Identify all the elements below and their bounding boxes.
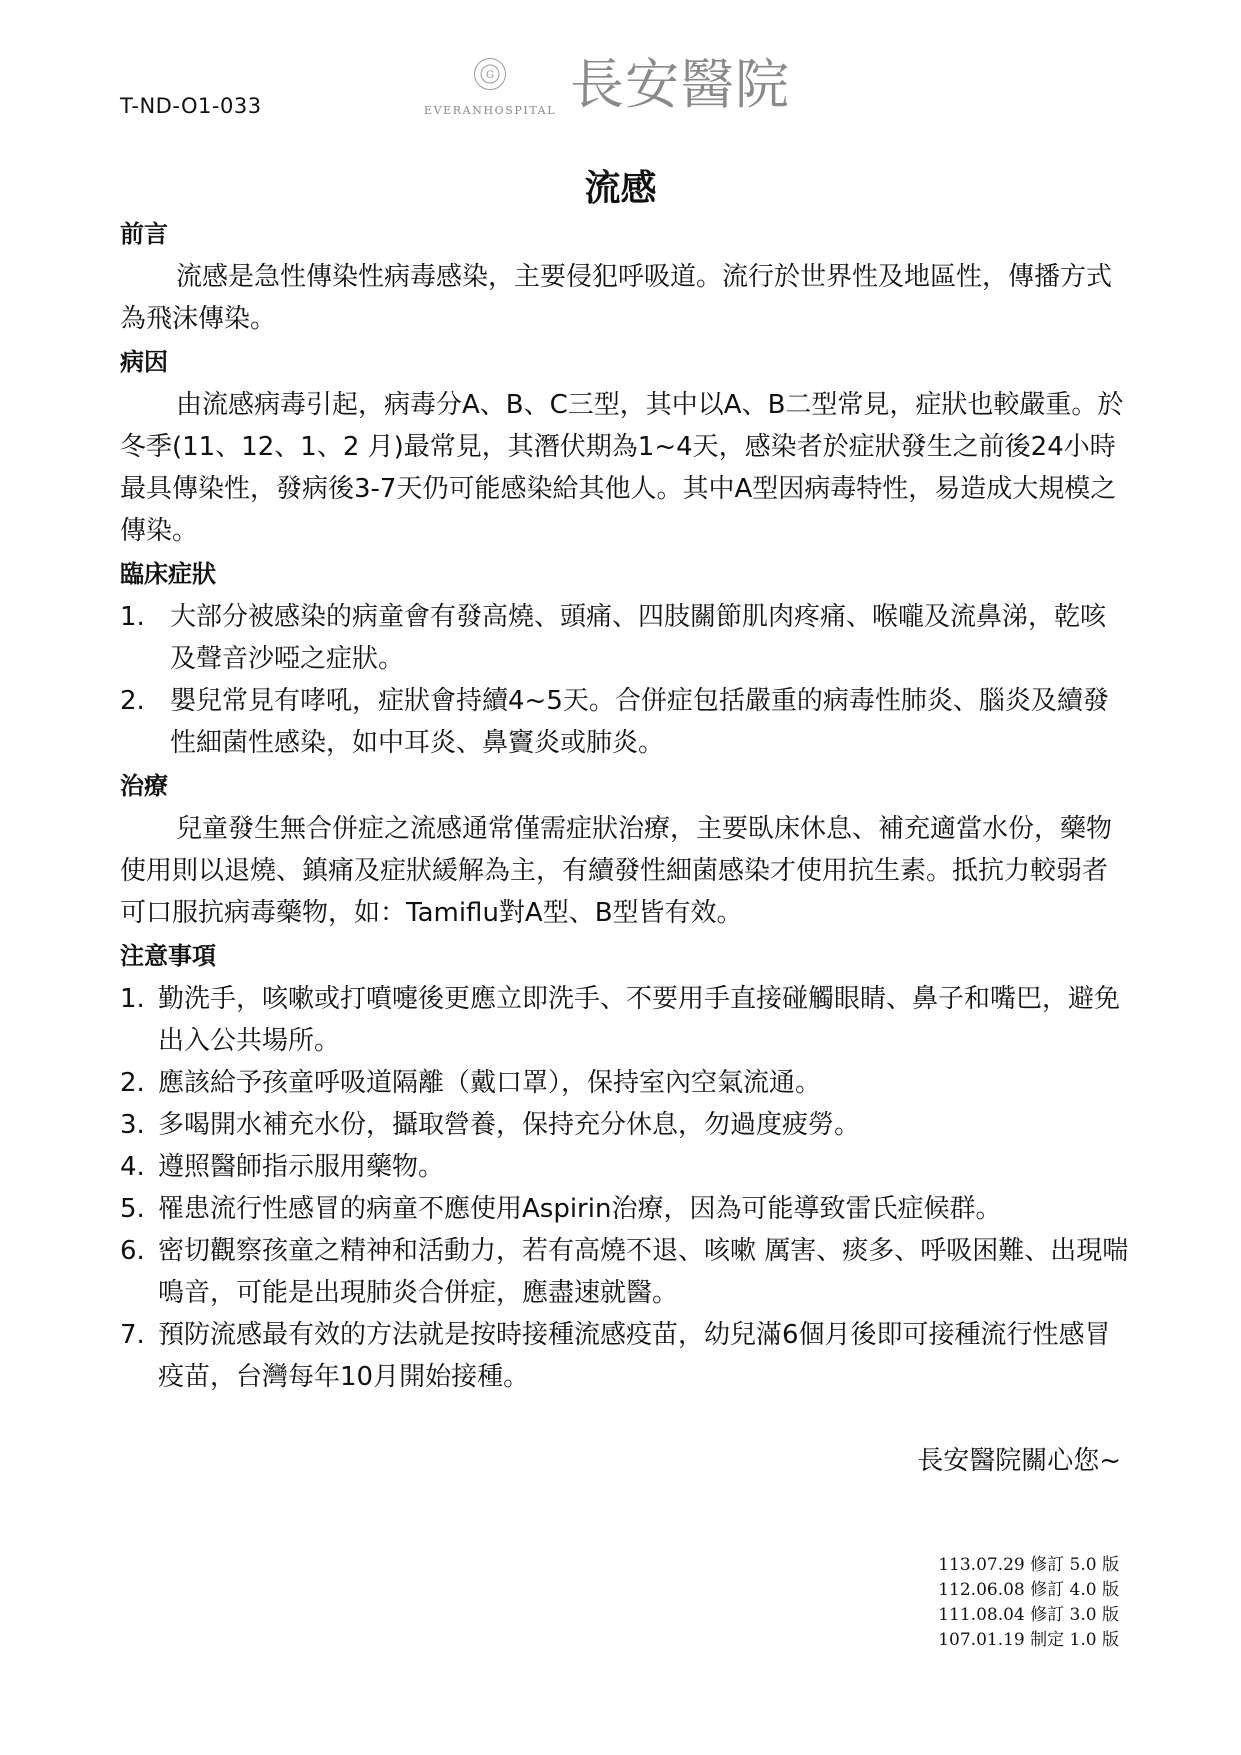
list-item (120, 680, 1130, 764)
symptoms-list (120, 596, 1130, 764)
list-item-text: 預防流感最有效的方法就是按時接種流感疫苗，幼兒滿6個月後即可接種流行性感冒疫苗，台灣每年10月開始接種。 (158, 1320, 1111, 1392)
page-title: 流感 (584, 168, 657, 209)
notes-list (120, 978, 1130, 1398)
logo-english-name: EVERANHOSPITAL (424, 104, 557, 117)
list-item-text: 大部分被感染的病童會有發高燒、頭痛、四肢關節肌肉疼痛、喉嚨及流鼻涕，乾咳及聲音沙啞之症狀。 (170, 602, 1107, 674)
list-item (120, 978, 1130, 1062)
intro-paragraph: 流感是急性傳染性病毒感染，主要侵犯呼吸道。流行於世界性及地區性，傳播方式為飛沫傳染。 (120, 262, 1113, 334)
list-item (120, 1104, 1130, 1146)
revision-history (938, 1553, 1119, 1653)
list-item-number: 5. (120, 1194, 145, 1224)
svg-text:G: G (486, 70, 494, 81)
list-item (120, 1146, 1130, 1188)
document-body (120, 212, 1130, 1398)
hospital-logo (424, 52, 824, 124)
list-item (120, 1314, 1130, 1398)
list-item-number: 2. (120, 686, 145, 716)
signoff-text: 長安醫院關心您~ (917, 1446, 1121, 1476)
list-item (120, 1230, 1130, 1314)
list-item-text: 多喝開水補充水份，攝取營養，保持充分休息，勿過度疲勞。 (158, 1110, 861, 1140)
section-heading-symptoms: 臨床症狀 (120, 560, 216, 588)
list-item-number: 1. (120, 984, 145, 1014)
list-item-text: 嬰兒常見有哮吼，症狀會持續4~5天。合併症包括嚴重的病毒性肺炎、腦炎及續發性細菌性感染，如中耳炎、鼻竇炎或肺炎。 (170, 686, 1109, 758)
list-item-text: 密切觀察孩童之精神和活動力，若有高燒不退、咳嗽 厲害、痰多、呼吸困難、出現喘鳴音，可能是出現肺炎合併症，應盡速就醫。 (158, 1236, 1129, 1308)
revision-entry: 113.07.29 修訂 5.0 版 (938, 1555, 1119, 1575)
section-heading-intro: 前言 (120, 220, 168, 248)
list-item-text: 勤洗手，咳嗽或打噴嚏後更應立即洗手、不要用手直接碰觸眼睛、鼻子和嘴巴，避免出入公共場所。 (158, 984, 1121, 1056)
revision-entry: 112.06.08 修訂 4.0 版 (938, 1580, 1119, 1600)
list-item (120, 1188, 1130, 1230)
list-item-text: 應該給予孩童呼吸道隔離（戴口罩），保持室內空氣流通。 (158, 1068, 822, 1098)
list-item-number: 1. (120, 602, 145, 632)
list-item-text: 罹患流行性感冒的病童不應使用Aspirin治療，因為可能導致雷氏症候群。 (158, 1194, 1002, 1224)
treatment-paragraph: 兒童發生無合併症之流感通常僅需症狀治療，主要臥床休息、補充適當水份，藥物使用則以退燒、鎮痛及症狀緩解為主，有續發性細菌感染才使用抗生素。抵抗力較弱者可口服抗病毒藥物，如：Tamiflu對A型、B型皆有效。 (120, 814, 1113, 928)
logo-chinese-name: 長安醫院 (570, 53, 790, 116)
revision-entry: 111.08.04 修訂 3.0 版 (938, 1605, 1119, 1625)
list-item-number: 7. (120, 1320, 145, 1350)
list-item-number: 3. (120, 1110, 145, 1140)
list-item (120, 1062, 1130, 1104)
list-item-text: 遵照醫師指示服用藥物。 (158, 1152, 445, 1182)
section-heading-notes: 注意事項 (120, 942, 216, 970)
list-item-number: 4. (120, 1152, 145, 1182)
logo-emblem-icon (474, 58, 506, 90)
document-code: T-ND-O1-033 (120, 94, 262, 118)
section-heading-treatment: 治療 (120, 772, 168, 800)
section-heading-cause: 病因 (120, 348, 168, 376)
list-item-number: 6. (120, 1236, 145, 1266)
cause-paragraph: 由流感病毒引起，病毒分A、B、C三型，其中以A、B二型常見，症狀也較嚴重。於冬季(11、12、1、2 月)最常見，其潛伏期為1~4天，感染者於症狀發生之前後24小時最具傳染性，發病後3-7天仍可能感染給其他人。其中A型因病毒特性，易造成大規模之傳染。 (120, 390, 1124, 546)
list-item (120, 596, 1130, 680)
list-item-number: 2. (120, 1068, 145, 1098)
revision-entry: 107.01.19 制定 1.0 版 (938, 1630, 1119, 1650)
